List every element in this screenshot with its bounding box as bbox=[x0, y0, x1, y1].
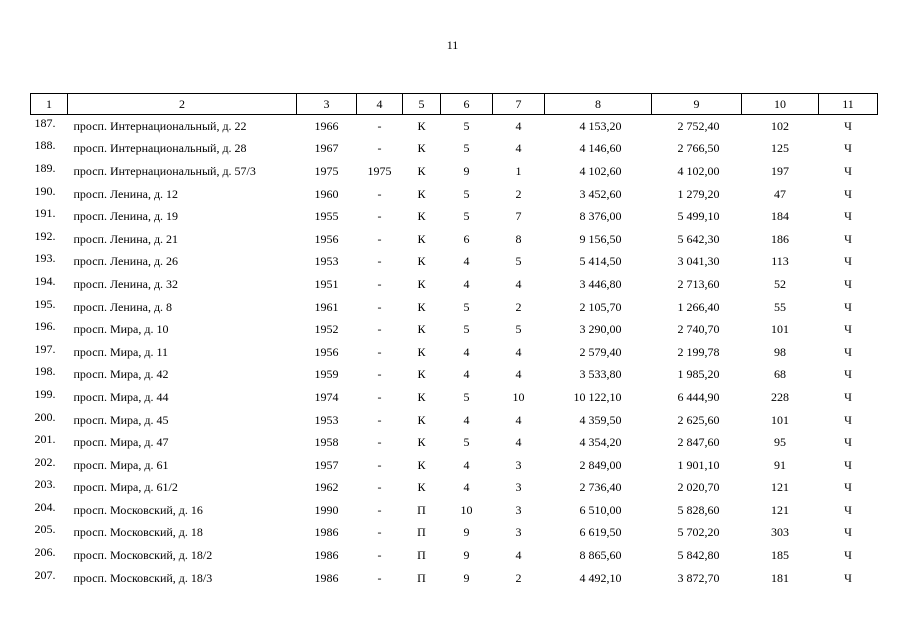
cell-entrances: 5 bbox=[515, 254, 522, 269]
cell-category: Ч bbox=[844, 525, 852, 540]
cell-residents: 121 bbox=[771, 502, 789, 517]
cell-entrances: 2 bbox=[515, 570, 522, 585]
column-header-4: 4 bbox=[357, 94, 403, 115]
cell-floors: 5 bbox=[463, 209, 470, 224]
cell-wall-material: К bbox=[417, 186, 426, 201]
cell-row-number: 199. bbox=[34, 386, 56, 401]
cell-year-built: 1962 bbox=[314, 480, 339, 495]
cell-floors: 4 bbox=[463, 276, 470, 291]
cell-address: просп. Мира, д. 61 bbox=[73, 457, 169, 472]
column-header-11: 11 bbox=[819, 94, 878, 115]
table-row bbox=[31, 454, 878, 477]
cell-year-2: - bbox=[377, 254, 382, 269]
cell-year-2: - bbox=[377, 322, 382, 337]
cell-living-area: 2 766,50 bbox=[677, 141, 720, 156]
cell-address: просп. Ленина, д. 12 bbox=[73, 186, 179, 201]
cell-row-number: 205. bbox=[34, 522, 56, 537]
cell-category: Ч bbox=[844, 344, 852, 359]
cell-address: просп. Интернациональный, д. 28 bbox=[73, 141, 247, 156]
cell-wall-material: К bbox=[417, 389, 426, 404]
column-header-5: 5 bbox=[403, 94, 441, 115]
cell-living-area: 1 901,10 bbox=[677, 457, 720, 472]
table-row bbox=[31, 364, 878, 387]
cell-year-2: - bbox=[377, 367, 382, 382]
cell-address: просп. Ленина, д. 26 bbox=[73, 254, 179, 269]
cell-entrances: 4 bbox=[515, 435, 522, 450]
cell-living-area: 6 444,90 bbox=[677, 389, 720, 404]
cell-wall-material: К bbox=[417, 457, 426, 472]
cell-entrances: 3 bbox=[515, 480, 522, 495]
cell-living-area: 2 020,70 bbox=[677, 480, 720, 495]
cell-row-number: 206. bbox=[34, 545, 56, 560]
cell-year-built: 1953 bbox=[314, 412, 339, 427]
cell-total-area: 5 414,50 bbox=[579, 254, 622, 269]
cell-floors: 5 bbox=[463, 141, 470, 156]
cell-row-number: 193. bbox=[34, 251, 56, 266]
cell-floors: 9 bbox=[463, 570, 470, 585]
cell-total-area: 4 153,20 bbox=[579, 118, 622, 133]
cell-category: Ч bbox=[844, 276, 852, 291]
cell-residents: 184 bbox=[771, 209, 789, 224]
table-row bbox=[31, 341, 878, 364]
cell-wall-material: К bbox=[417, 231, 426, 246]
cell-wall-material: К bbox=[417, 163, 426, 178]
cell-total-area: 2 736,40 bbox=[579, 480, 622, 495]
cell-wall-material: К bbox=[417, 480, 426, 495]
cell-residents: 52 bbox=[774, 276, 786, 291]
cell-year-2: - bbox=[377, 412, 382, 427]
cell-wall-material: К bbox=[417, 435, 426, 450]
table-row bbox=[31, 409, 878, 432]
cell-year-2: - bbox=[377, 525, 382, 540]
cell-floors: 5 bbox=[463, 435, 470, 450]
cell-year-2: 1975 bbox=[367, 163, 392, 178]
cell-total-area: 2 105,70 bbox=[579, 299, 622, 314]
cell-year-2: - bbox=[377, 186, 382, 201]
cell-address: просп. Мира, д. 44 bbox=[73, 389, 169, 404]
cell-year-built: 1974 bbox=[314, 389, 339, 404]
cell-residents: 47 bbox=[774, 186, 786, 201]
cell-address: просп. Мира, д. 47 bbox=[73, 435, 169, 450]
cell-row-number: 200. bbox=[34, 409, 56, 424]
table-row bbox=[31, 499, 878, 522]
cell-address: просп. Ленина, д. 21 bbox=[73, 231, 179, 246]
column-header-10: 10 bbox=[742, 94, 819, 115]
cell-wall-material: П bbox=[417, 570, 426, 585]
cell-floors: 4 bbox=[463, 457, 470, 472]
cell-total-area: 8 376,00 bbox=[579, 209, 622, 224]
cell-residents: 101 bbox=[771, 412, 789, 427]
cell-wall-material: К bbox=[417, 412, 426, 427]
cell-entrances: 3 bbox=[515, 525, 522, 540]
cell-total-area: 4 354,20 bbox=[579, 435, 622, 450]
cell-total-area: 4 359,50 bbox=[579, 412, 622, 427]
cell-year-built: 1967 bbox=[314, 141, 339, 156]
cell-floors: 9 bbox=[463, 548, 470, 563]
column-header-6: 6 bbox=[441, 94, 493, 115]
cell-floors: 4 bbox=[463, 254, 470, 269]
cell-residents: 121 bbox=[771, 480, 789, 495]
cell-residents: 101 bbox=[771, 322, 789, 337]
cell-year-2: - bbox=[377, 570, 382, 585]
cell-entrances: 4 bbox=[515, 141, 522, 156]
table-row bbox=[31, 183, 878, 206]
cell-total-area: 8 865,60 bbox=[579, 548, 622, 563]
cell-entrances: 4 bbox=[515, 344, 522, 359]
cell-floors: 5 bbox=[463, 118, 470, 133]
cell-year-2: - bbox=[377, 118, 382, 133]
cell-year-built: 1956 bbox=[314, 344, 339, 359]
cell-living-area: 2 625,60 bbox=[677, 412, 720, 427]
column-header-3: 3 bbox=[297, 94, 357, 115]
cell-row-number: 187. bbox=[34, 115, 56, 130]
cell-year-2: - bbox=[377, 480, 382, 495]
cell-residents: 181 bbox=[771, 570, 789, 585]
cell-year-2: - bbox=[377, 389, 382, 404]
cell-row-number: 194. bbox=[34, 273, 56, 288]
table-row bbox=[31, 296, 878, 319]
cell-year-built: 1986 bbox=[314, 570, 339, 585]
cell-entrances: 8 bbox=[515, 231, 522, 246]
cell-year-built: 1966 bbox=[314, 118, 339, 133]
cell-row-number: 189. bbox=[34, 160, 56, 175]
table-row bbox=[31, 115, 878, 138]
cell-year-2: - bbox=[377, 435, 382, 450]
cell-row-number: 195. bbox=[34, 296, 56, 311]
cell-total-area: 3 290,00 bbox=[579, 322, 622, 337]
cell-residents: 95 bbox=[774, 435, 786, 450]
cell-living-area: 5 702,20 bbox=[677, 525, 720, 540]
cell-address: просп. Мира, д. 42 bbox=[73, 367, 169, 382]
cell-row-number: 192. bbox=[34, 228, 56, 243]
cell-living-area: 2 199,78 bbox=[677, 344, 720, 359]
cell-category: Ч bbox=[844, 254, 852, 269]
cell-entrances: 5 bbox=[515, 322, 522, 337]
cell-category: Ч bbox=[844, 322, 852, 337]
cell-row-number: 207. bbox=[34, 567, 56, 582]
cell-row-number: 204. bbox=[34, 499, 56, 514]
cell-living-area: 1 279,20 bbox=[677, 186, 720, 201]
cell-category: Ч bbox=[844, 457, 852, 472]
cell-year-built: 1990 bbox=[314, 502, 339, 517]
cell-entrances: 10 bbox=[512, 389, 525, 404]
cell-total-area: 4 146,60 bbox=[579, 141, 622, 156]
cell-year-built: 1960 bbox=[314, 186, 339, 201]
table-row bbox=[31, 228, 878, 251]
cell-category: Ч bbox=[844, 209, 852, 224]
cell-residents: 197 bbox=[771, 163, 789, 178]
cell-year-built: 1975 bbox=[314, 163, 339, 178]
cell-category: Ч bbox=[844, 502, 852, 517]
cell-residents: 303 bbox=[771, 525, 789, 540]
cell-entrances: 7 bbox=[515, 209, 522, 224]
cell-row-number: 196. bbox=[34, 319, 56, 334]
cell-entrances: 1 bbox=[515, 163, 522, 178]
cell-living-area: 2 713,60 bbox=[677, 276, 720, 291]
cell-address: просп. Мира, д. 45 bbox=[73, 412, 169, 427]
cell-entrances: 2 bbox=[515, 186, 522, 201]
cell-total-area: 9 156,50 bbox=[579, 231, 622, 246]
cell-address: просп. Интернациональный, д. 22 bbox=[73, 118, 247, 133]
cell-category: Ч bbox=[844, 186, 852, 201]
cell-row-number: 202. bbox=[34, 454, 56, 469]
cell-living-area: 5 499,10 bbox=[677, 209, 720, 224]
cell-floors: 5 bbox=[463, 389, 470, 404]
cell-residents: 91 bbox=[774, 457, 786, 472]
cell-address: просп. Интернациональный, д. 57/3 bbox=[73, 163, 256, 178]
cell-row-number: 198. bbox=[34, 364, 56, 379]
cell-total-area: 4 102,60 bbox=[579, 163, 622, 178]
column-header-9: 9 bbox=[652, 94, 742, 115]
table-row bbox=[31, 273, 878, 296]
cell-category: Ч bbox=[844, 548, 852, 563]
cell-row-number: 191. bbox=[34, 206, 56, 221]
cell-wall-material: К bbox=[417, 367, 426, 382]
table-header-row bbox=[31, 94, 878, 115]
cell-living-area: 3 872,70 bbox=[677, 570, 720, 585]
housing-table bbox=[30, 93, 878, 589]
cell-year-built: 1952 bbox=[314, 322, 339, 337]
cell-living-area: 2 740,70 bbox=[677, 322, 720, 337]
cell-total-area: 2 849,00 bbox=[579, 457, 622, 472]
cell-total-area: 3 446,80 bbox=[579, 276, 622, 291]
cell-wall-material: К bbox=[417, 118, 426, 133]
cell-address: просп. Мира, д. 10 bbox=[73, 322, 169, 337]
table-row bbox=[31, 386, 878, 409]
cell-year-built: 1986 bbox=[314, 548, 339, 563]
table-row bbox=[31, 522, 878, 545]
cell-category: Ч bbox=[844, 412, 852, 427]
cell-year-2: - bbox=[377, 502, 382, 517]
cell-floors: 5 bbox=[463, 186, 470, 201]
cell-wall-material: К bbox=[417, 209, 426, 224]
cell-address: просп. Московский, д. 16 bbox=[73, 502, 203, 517]
cell-year-built: 1958 bbox=[314, 435, 339, 450]
table-row bbox=[31, 544, 878, 567]
cell-total-area: 3 533,80 bbox=[579, 367, 622, 382]
table-row bbox=[31, 567, 878, 590]
cell-entrances: 3 bbox=[515, 457, 522, 472]
cell-entrances: 4 bbox=[515, 118, 522, 133]
cell-row-number: 188. bbox=[34, 138, 56, 153]
cell-floors: 4 bbox=[463, 412, 470, 427]
column-header-7: 7 bbox=[493, 94, 545, 115]
cell-wall-material: К bbox=[417, 322, 426, 337]
cell-category: Ч bbox=[844, 480, 852, 495]
cell-residents: 125 bbox=[771, 141, 789, 156]
column-header-1: 1 bbox=[31, 94, 68, 115]
cell-wall-material: К bbox=[417, 276, 426, 291]
cell-year-2: - bbox=[377, 548, 382, 563]
cell-floors: 9 bbox=[463, 525, 470, 540]
cell-living-area: 2 752,40 bbox=[677, 118, 720, 133]
cell-living-area: 5 842,80 bbox=[677, 548, 720, 563]
cell-floors: 10 bbox=[460, 502, 473, 517]
cell-floors: 4 bbox=[463, 480, 470, 495]
cell-floors: 5 bbox=[463, 299, 470, 314]
cell-category: Ч bbox=[844, 435, 852, 450]
cell-row-number: 201. bbox=[34, 432, 56, 447]
cell-address: просп. Мира, д. 61/2 bbox=[73, 480, 178, 495]
cell-address: просп. Ленина, д. 32 bbox=[73, 276, 179, 291]
cell-total-area: 4 492,10 bbox=[579, 570, 622, 585]
cell-row-number: 203. bbox=[34, 477, 56, 492]
cell-floors: 6 bbox=[463, 231, 470, 246]
cell-residents: 186 bbox=[771, 231, 789, 246]
cell-address: просп. Мира, д. 11 bbox=[73, 344, 169, 359]
cell-address: просп. Ленина, д. 19 bbox=[73, 209, 179, 224]
cell-entrances: 4 bbox=[515, 412, 522, 427]
table-row bbox=[31, 318, 878, 341]
table-row bbox=[31, 477, 878, 500]
cell-living-area: 5 642,30 bbox=[677, 231, 720, 246]
cell-living-area: 1 266,40 bbox=[677, 299, 720, 314]
cell-category: Ч bbox=[844, 163, 852, 178]
cell-wall-material: К bbox=[417, 254, 426, 269]
cell-year-built: 1959 bbox=[314, 367, 339, 382]
cell-total-area: 10 122,10 bbox=[573, 389, 622, 404]
table-row bbox=[31, 431, 878, 454]
cell-category: Ч bbox=[844, 389, 852, 404]
cell-total-area: 2 579,40 bbox=[579, 344, 622, 359]
cell-entrances: 3 bbox=[515, 502, 522, 517]
table-row bbox=[31, 138, 878, 161]
cell-wall-material: П bbox=[417, 525, 426, 540]
cell-category: Ч bbox=[844, 367, 852, 382]
cell-wall-material: К bbox=[417, 141, 426, 156]
cell-entrances: 2 bbox=[515, 299, 522, 314]
cell-entrances: 4 bbox=[515, 548, 522, 563]
cell-year-built: 1953 bbox=[314, 254, 339, 269]
cell-living-area: 2 847,60 bbox=[677, 435, 720, 450]
column-header-8: 8 bbox=[545, 94, 652, 115]
table-row bbox=[31, 205, 878, 228]
cell-address: просп. Московский, д. 18/2 bbox=[73, 548, 213, 563]
table-row bbox=[31, 160, 878, 183]
cell-year-2: - bbox=[377, 276, 382, 291]
cell-total-area: 6 510,00 bbox=[579, 502, 622, 517]
cell-living-area: 1 985,20 bbox=[677, 367, 720, 382]
cell-row-number: 197. bbox=[34, 341, 56, 356]
cell-living-area: 3 041,30 bbox=[677, 254, 720, 269]
cell-year-2: - bbox=[377, 344, 382, 359]
cell-address: просп. Ленина, д. 8 bbox=[73, 299, 173, 314]
cell-residents: 102 bbox=[771, 118, 789, 133]
table-row bbox=[31, 251, 878, 274]
cell-row-number: 190. bbox=[34, 183, 56, 198]
cell-entrances: 4 bbox=[515, 276, 522, 291]
cell-entrances: 4 bbox=[515, 367, 522, 382]
cell-floors: 5 bbox=[463, 322, 470, 337]
cell-category: Ч bbox=[844, 118, 852, 133]
cell-total-area: 3 452,60 bbox=[579, 186, 622, 201]
cell-floors: 9 bbox=[463, 163, 470, 178]
cell-address: просп. Московский, д. 18 bbox=[73, 525, 203, 540]
cell-wall-material: П bbox=[417, 502, 426, 517]
cell-living-area: 5 828,60 bbox=[677, 502, 720, 517]
cell-wall-material: П bbox=[417, 548, 426, 563]
cell-residents: 98 bbox=[774, 344, 786, 359]
cell-residents: 55 bbox=[774, 299, 786, 314]
cell-year-2: - bbox=[377, 231, 382, 246]
cell-residents: 228 bbox=[771, 389, 789, 404]
cell-year-built: 1956 bbox=[314, 231, 339, 246]
cell-wall-material: К bbox=[417, 299, 426, 314]
cell-year-built: 1955 bbox=[314, 209, 339, 224]
cell-residents: 68 bbox=[774, 367, 786, 382]
cell-year-2: - bbox=[377, 141, 382, 156]
cell-category: Ч bbox=[844, 299, 852, 314]
cell-year-2: - bbox=[377, 209, 382, 224]
cell-category: Ч bbox=[844, 570, 852, 585]
cell-category: Ч bbox=[844, 231, 852, 246]
page-number: 11 bbox=[446, 38, 459, 52]
cell-wall-material: К bbox=[417, 344, 426, 359]
cell-year-built: 1986 bbox=[314, 525, 339, 540]
cell-residents: 113 bbox=[771, 254, 789, 269]
cell-total-area: 6 619,50 bbox=[579, 525, 622, 540]
cell-living-area: 4 102,00 bbox=[677, 163, 720, 178]
cell-year-2: - bbox=[377, 457, 382, 472]
cell-category: Ч bbox=[844, 141, 852, 156]
cell-address: просп. Московский, д. 18/3 bbox=[73, 570, 213, 585]
cell-year-built: 1961 bbox=[314, 299, 339, 314]
cell-floors: 4 bbox=[463, 367, 470, 382]
table-body bbox=[31, 115, 878, 590]
cell-floors: 4 bbox=[463, 344, 470, 359]
column-header-2: 2 bbox=[68, 94, 297, 115]
cell-year-built: 1951 bbox=[314, 276, 339, 291]
cell-residents: 185 bbox=[771, 548, 789, 563]
cell-year-2: - bbox=[377, 299, 382, 314]
cell-year-built: 1957 bbox=[314, 457, 339, 472]
